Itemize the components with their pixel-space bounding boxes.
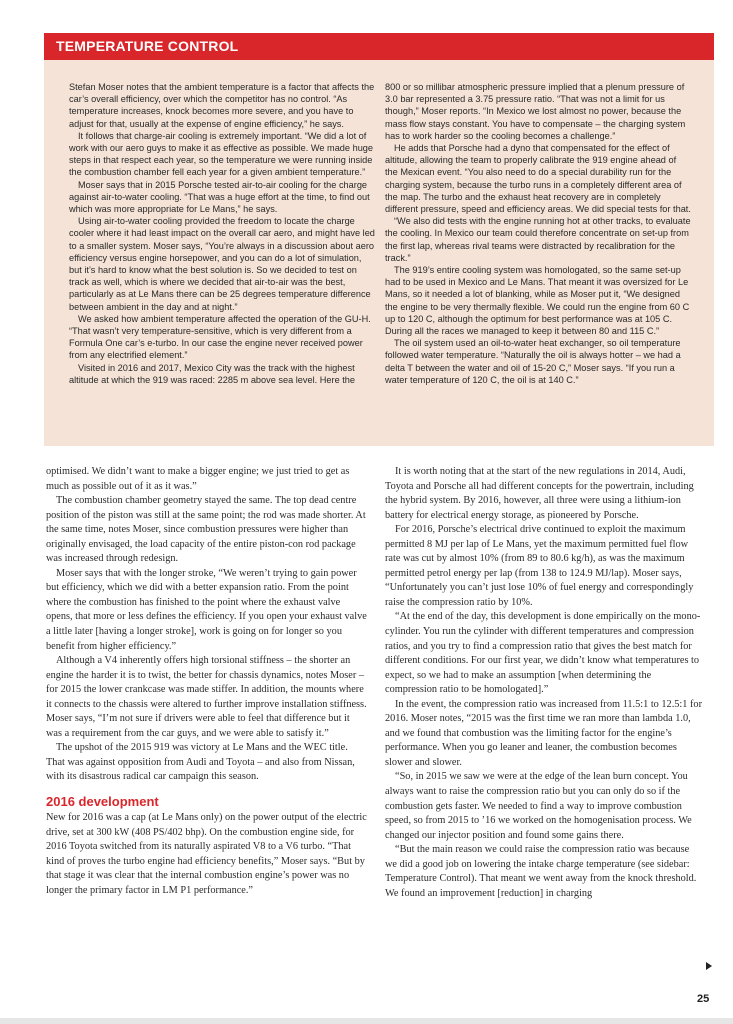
- section-subheading: 2016 development: [46, 794, 159, 810]
- article-paragraph: The upshot of the 2015 919 was victory at Le Mans and the WEC title. That was against opposition from Audi and Toyota – and also from Nissan, with its disastrous radical car campaign this season.: [46, 742, 355, 783]
- sidebar-paragraph: “We also did tests with the engine running hot at other tracks, to evaluate the cooling. In Mexico our team could therefore concentrate on set-up from the first lap, whereas rival teams were distracted by recalibration for the track.”: [385, 216, 691, 263]
- article-paragraph: For 2016, Porsche’s electrical drive continued to exploit the maximum permitted 8 MJ per lap of Le Mans, yet the maximum permitted fuel flow rate was cut by almost 10% (from 89 to 80.6 kg/h), as was the maximum permitted petrol energy per lap (from 138 to 124.9 MJ/lap). Moser says, “Unfortunately you can’t just lose 10% of fuel energy and correspondingly raise the compression ratio by 10%.: [385, 524, 694, 608]
- page-number: 25: [697, 993, 710, 1005]
- article-paragraph: Although a V4 inherently offers high torsional stiffness – the shorter an engine the harder it is to twist, the better for chassis dynamics, notes Moser – for 2015 the lower crankcase was made stiffer. In addition, the mounts where it connects to the chassis were altered to further improve installation stiffness. Moser says, “I’m not sure if drivers were able to feel that difference but it was a requirement from the car guys, and we were able to satisfy it.”: [46, 655, 367, 739]
- article-column-right: [385, 465, 703, 901]
- article-paragraph: Moser says that with the longer stroke, “We weren’t trying to gain power but efficiency, which we did with a better expansion ratio. From the point where the combustion has finished to the point where the exhaust valve opens, that more or less defines the efficiency. If you open your exhaust valve a little later [having a longer stroke], work is going on for longer so you benefit from higher efficiency.”: [46, 567, 367, 652]
- temperature-control-sidebar: [44, 33, 714, 446]
- sidebar-paragraph: He adds that Porsche had a dyno that compensated for the effect of altitude, allowing the team to properly calibrate the 919 engine ahead of the Mexican event. “You also need to do a special durability run for the charging system, because the turbo runs in a completely different area of the map. The turbo and the exhaust heat recovery are in completely different pressure, speed and efficiency areas. We did special tests for that.: [385, 143, 691, 215]
- page-bottom-divider: [0, 1018, 733, 1024]
- sidebar-column-left: [69, 81, 376, 386]
- sidebar-paragraph: Visited in 2016 and 2017, Mexico City was the track with the highest altitude at which the 919 was raced: 2285 m above sea level. Here the: [69, 362, 356, 385]
- article-paragraph: optimised. We didn’t want to make a bigger engine; we just tried to get as much as possible out of it as it was.”: [46, 466, 350, 492]
- triangle-right-icon: [706, 962, 712, 970]
- sidebar-paragraph: Stefan Moser notes that the ambient temperature is a factor that affects the car’s overall efficiency, over which the competitor has no control. “As temperature increases, knock becomes more severe, and you have to adjust for that, usually at the expense of engine efficiency,” he says.: [69, 82, 375, 129]
- article-column-left: [46, 465, 368, 898]
- article-paragraph: “At the end of the day, this development is done empirically on the mono-cylinder. You run the cylinder with different temperatures and compression ratios, and you try to find a compression ratio that gives the best match for different conditions. For our first year, we didn’t know what temperatures to expect, so we had to make an assumption [when determining the compression ratio to be homologated].”: [385, 611, 701, 696]
- article-paragraph: “So, in 2015 we saw we were at the edge of the lean burn concept. You always want to raise the compression ratio but you can only do so if the combustion gets faster. We needed to find a way to improve combustion speed, so from 2015 to ’16 we worked on the homogenisation process. We changed our injector position and found some gains there.: [385, 771, 692, 841]
- article-paragraph: New for 2016 was a cap (at Le Mans only) on the power output of the electric drive, set at 300 kW (408 PS/402 bhp). On the combustion engine side, for 2016 Toyota switched from its naturally aspirated V8 to a V6 turbo. “That kind of proves the turbo engine had efficiency benefits,” Moser says. “But by that stage it was clear that the internal combustion engine’s power was no longer the primary factor in LM P1 performance.”: [46, 812, 367, 896]
- sidebar-paragraph: It follows that charge-air cooling is extremely important. “We did a lot of work with our aero guys to make it as effective as possible. We made huge steps in that respect each year, so the temperature we were running inside the combustion chamber fell each year for a given ambient temperature.”: [69, 130, 374, 178]
- article-paragraph: It is worth noting that at the start of the new regulations in 2014, Audi, Toyota and Porsche all had different concepts for the powertrain, including the hybrid system. By 2016, however, all three were using a lithium-ion battery for electrical energy storage, as pioneered by Porsche.: [385, 466, 694, 521]
- sidebar-column-right: [385, 81, 691, 386]
- sidebar-paragraph: Moser says that in 2015 Porsche tested air-to-air cooling for the charge against air-to-water cooling. “That was a huge effort at the time, to find out which was more appropriate for Le Mans,” he says.: [69, 179, 370, 215]
- sidebar-paragraph: Using air-to-water cooling provided the freedom to locate the charge cooler where it had least impact on the overall car aero, and might have led to a smaller system. Moser says, “You’re always in a discussion about aero efficiency versus engine horsepower, and you can do a lot of simulation, but it’s hard to know what the best solution is. So we decided to test on track as well, which is where we decided that air-to-air was the best, particularly as at Le Mans there can be 25 degrees temperature difference between ambient in the day and at night.”: [69, 216, 375, 312]
- sidebar-paragraph: The 919’s entire cooling system was homologated, so the same set-up had to be used in Mexico and Le Mans. That meant it was oversized for Le Mans, so it needed a lot of blanking, while as Moser put it, “We designed the engine to be very thermally flexible. We could run the engine from 60 C up to 120 C, although the optimum for best performance was at 105 C. During all the races we managed to keep it between 80 and 115 C.”: [385, 265, 690, 337]
- article-paragraph: The combustion chamber geometry stayed the same. The top dead centre position of the piston was still at the same point; the rod was made shorter. At the same time, notes Moser, since combustion pressures were higher than originally envisaged, the load capacity of the entire piston-con rod package was increased through redesign.: [46, 495, 366, 565]
- article-paragraph: “But the main reason we could raise the compression ratio was because we did a good job on lowering the intake charge temperature (see sidebar: Temperature Control). That meant we went away from the knock threshold. We found an improvement [reduction] in charging: [385, 844, 697, 899]
- sidebar-paragraph: 800 or so millibar atmospheric pressure implied that a plenum pressure of 3.0 bar represented a 3.75 pressure ratio. “That was not a limit for us though,” Moser reports. “In Mexico we lost almost no power, because the mass flow stays constant. You have to compensate – the charging system has to work harder so the cooling becomes a challenge.”: [385, 82, 686, 141]
- sidebar-paragraph: We asked how ambient temperature affected the operation of the GU-H. “That wasn’t very temperature-sensitive, which is very different from a Formula One car’s e-turbo. In our case the engine never received power from any electrified element.”: [69, 313, 371, 361]
- sidebar-header-bar: [44, 33, 714, 60]
- sidebar-paragraph: The oil system used an oil-to-water heat exchanger, so oil temperature followed water temperature. “Naturally the oil is always hotter – we had a delta T between the water and oil of 15-20 C,” Moser says. “If you run a water temperature of 120 C, the oil is at 140 C.”: [385, 338, 681, 385]
- article-paragraph: In the event, the compression ratio was increased from 11.5:1 to 12.5:1 for 2016. Moser notes, “2015 was the first time we ran more than lambda 1.0, and we found that combustion was the limiting factor for the engine’s performance. When you go leaner and leaner, the combustion becomes slower and slower.: [385, 698, 703, 768]
- sidebar-title: TEMPERATURE CONTROL: [56, 38, 239, 54]
